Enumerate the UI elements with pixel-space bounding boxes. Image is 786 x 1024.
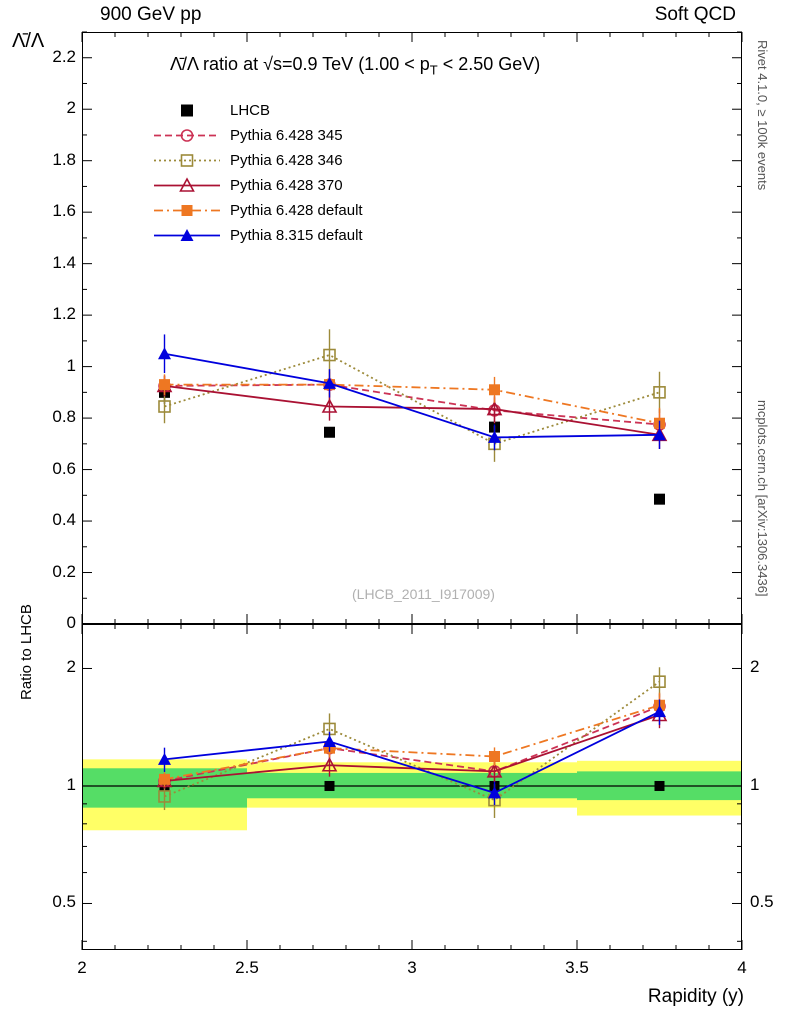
y-tick-label: 1.4 [52, 252, 76, 272]
legend-label: Pythia 8.315 default [230, 227, 363, 244]
y-tick-label: 0.8 [52, 407, 76, 427]
legend-label: Pythia 6.428 346 [230, 152, 343, 169]
chart-title: Λ̄/Λ ratio at √s=0.9 TeV ($1.00 < p_T < 2.50$ GeV) [170, 54, 541, 78]
ratio-y-tick-label: 1 [66, 774, 76, 794]
ratio-y-tick-label: 0.5 [52, 892, 76, 912]
x-tick-label: 2.5 [235, 958, 259, 977]
legend-marker-icon [150, 123, 224, 148]
ratio-y-tick-label: 2 [66, 657, 76, 677]
legend-item [150, 198, 363, 223]
y-axis-title-ratio: Ratio to LHCB [18, 604, 35, 700]
x-axis-title: Rapidity (y) [647, 986, 744, 1007]
ratio-y-tick-label: 2 [750, 657, 760, 677]
legend-item [150, 173, 363, 198]
y-tick-label: 0.4 [52, 510, 76, 530]
y-tick-label: 1 [66, 355, 76, 375]
x-tick-label: 2 [77, 958, 87, 977]
side-label-mcplots: mcplots.cern.ch [arXiv:1306.3436] [755, 400, 770, 597]
legend-item [150, 223, 363, 248]
legend-marker-icon [150, 198, 224, 223]
ratio-plot-frame [82, 624, 742, 950]
legend-item [150, 98, 363, 123]
ratio-y-tick-label: 1 [750, 774, 760, 794]
legend-marker-icon [150, 173, 224, 198]
y-axis-title-main: Λ̄/Λ [12, 30, 45, 52]
side-label-rivet: Rivet 4.1.0, ≥ 100k events [755, 40, 770, 191]
legend-label: Pythia 6.428 345 [230, 127, 343, 144]
x-tick-label: 4 [737, 958, 747, 977]
legend-label: Pythia 6.428 default [230, 202, 363, 219]
x-tick-label: 3 [407, 958, 417, 977]
y-tick-label: 2 [66, 98, 76, 118]
legend-label: Pythia 6.428 370 [230, 177, 343, 194]
y-tick-label: 0.2 [52, 561, 76, 581]
header-left: 900 GeV pp [100, 4, 202, 25]
y-tick-label: 1.6 [52, 201, 76, 221]
y-tick-label: 0 [66, 613, 76, 632]
legend-item [150, 123, 363, 148]
y-tick-label: 0.6 [52, 458, 76, 478]
legend-label: LHCB [230, 102, 271, 119]
legend-item [150, 148, 363, 173]
y-tick-label: 2.2 [52, 46, 76, 66]
y-tick-label: 1.8 [52, 149, 76, 169]
legend-marker-icon [150, 223, 224, 248]
legend [150, 98, 363, 248]
legend-marker-icon [150, 148, 224, 173]
header-right: Soft QCD [654, 4, 736, 25]
x-tick-label: 3.5 [565, 958, 589, 977]
legend-marker-icon [150, 98, 224, 123]
main-series-group [158, 329, 666, 504]
ratio-y-tick-label: 0.5 [750, 892, 774, 912]
y-tick-label: 1.2 [52, 304, 76, 324]
dataset-watermark: (LHCB_2011_I917009) [352, 586, 495, 602]
